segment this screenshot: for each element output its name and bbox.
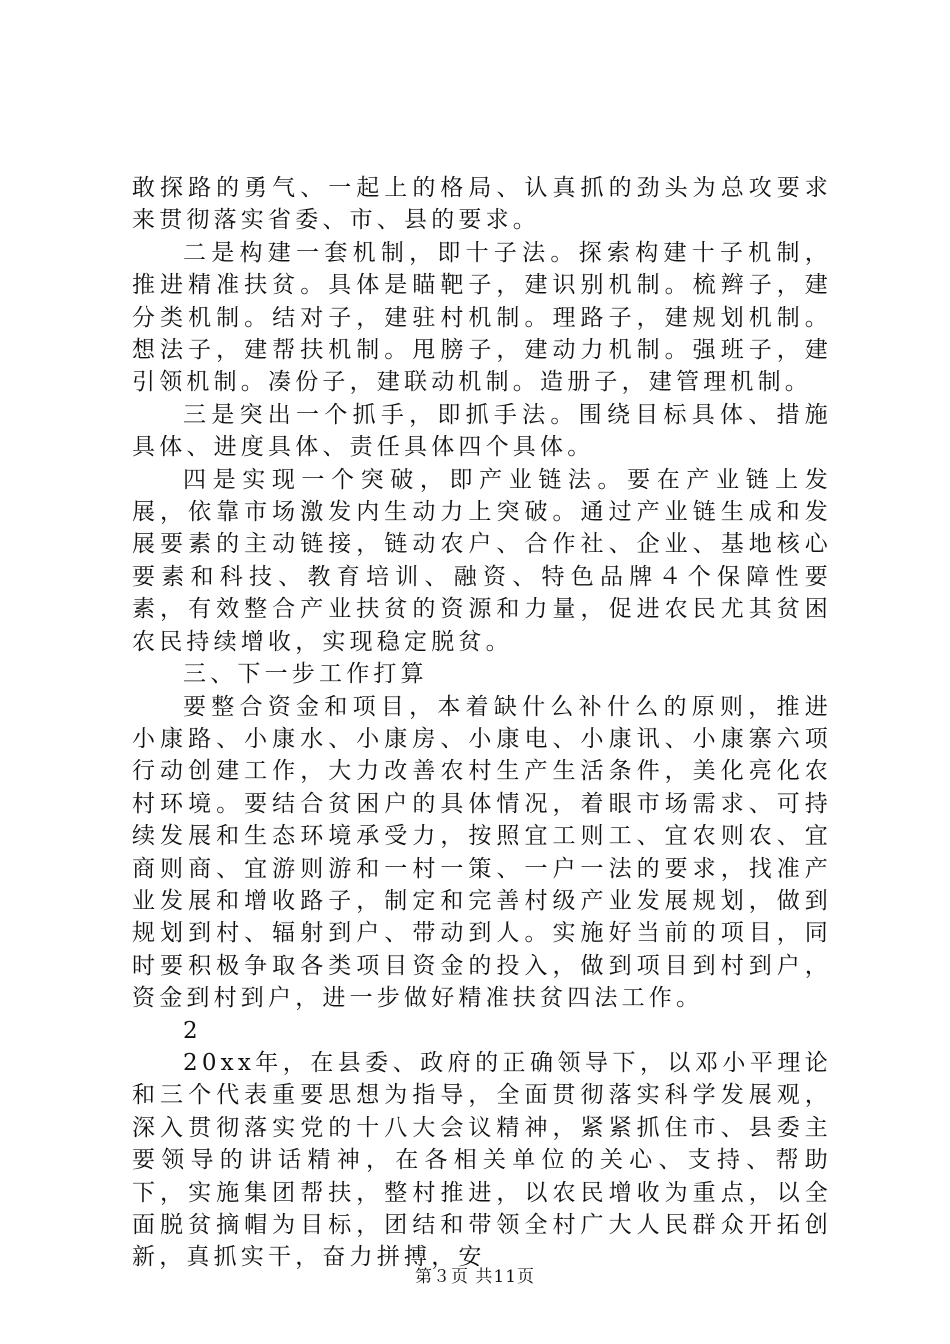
- page-footer: [0, 1262, 950, 1287]
- body-text: [132, 172, 832, 1274]
- page-number-label: 第３页 共11页: [414, 1267, 536, 1287]
- paragraph-next-steps: 要整合资金和项目，本着缺什么补什么的原则，推进小康路、小康水、小康房、小康电、小康讯、小康寨六项行动创建工作，大力改善农村生产生活条件，美化亮化农村环境。要结合贫困户的具体情况，着眼市场需求、可持续发展和生态环境承受力，按照宜工则工、宜农则农、宜商则商、宜游则游和一村一策、一户一法的要求，找准产业发展和增收路子，制定和完善村级产业发展规划，做到规划到村、辐射到户、带动到人。实施好当前的项目，同时要积极争取各类项目资金的投入，做到项目到村到户，资金到村到户，进一步做好精准扶贫四法工作。: [132, 693, 832, 1012]
- paragraph-focus: 三是突出一个抓手，即抓手法。围绕目标具体、措施具体、进度具体、责任具体四个具体。: [132, 401, 832, 461]
- paragraph-continuation: 敢探路的勇气、一起上的格局、认真抓的劲头为总攻要求来贯彻落实省委、市、县的要求。: [132, 175, 832, 234]
- paragraph-annual-summary: 20xx年，在县委、政府的正确领导下，以邓小平理论和三个代表重要思想为指导，全面贯彻落实科学发展观，深入贯彻落实党的十八大会议精神，紧紧抓住市、县委主要领导的讲话精神，在各相关单位的关心、支持、帮助下，实施集团帮扶，整村推进，以农民增收为重点，以全面脱贫摘帽为目标，团结和带领全村广大人民群众开拓创新，真抓实干，奋力拼搏，安: [132, 1049, 832, 1271]
- section-number: 2: [183, 1017, 202, 1044]
- paragraph-mechanism: 二是构建一套机制，即十子法。探索构建十子机制，推进精准扶贫。具体是瞄靶子，建识别机制。梳辫子，建分类机制。结对子，建驻村机制。理路子，建规划机制。想法子，建帮扶机制。甩膀子，建动力机制。强班子，建引领机制。凑份子，建联动机制。造册子，建管理机制。: [132, 239, 832, 396]
- paragraph-industry-chain: 四是实现一个突破，即产业链法。要在产业链上发展，依靠市场激发内生动力上突破。通过产业链生成和发展要素的主动链接，链动农户、合作社、企业、基地核心要素和科技、教育培训、融资、特色品牌４个保障性要素，有效整合产业扶贫的资源和力量，促进农民尤其贫困农民持续增收，实现稳定脱贫。: [132, 466, 832, 655]
- section-heading: 三、下一步工作打算: [183, 661, 428, 688]
